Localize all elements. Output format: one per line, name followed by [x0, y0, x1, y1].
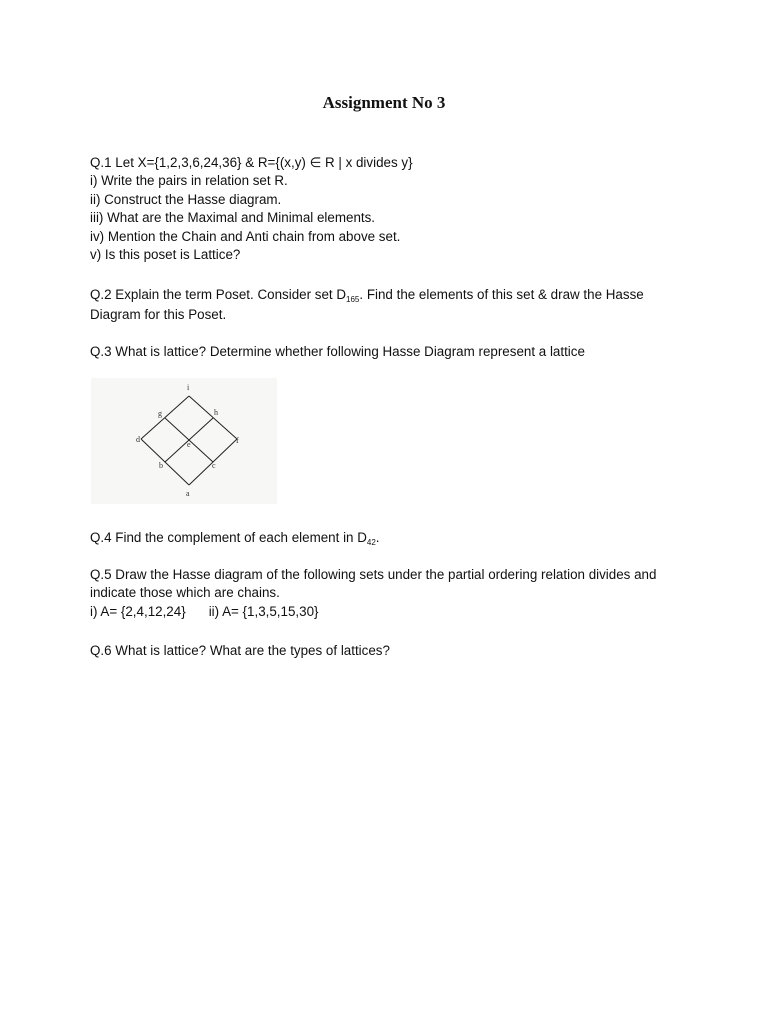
vertex-label-a: a [186, 489, 190, 498]
question-2-text-a: Q.2 Explain the term Poset. Consider set D [90, 287, 347, 302]
question-2 [90, 286, 690, 325]
question-2-subscript: 165 [346, 295, 360, 304]
vertex-label-b: b [159, 461, 163, 470]
question-5-line-1: Q.5 Draw the Hasse diagram of the following sets under the partial ordering relation divides and [90, 567, 657, 582]
vertex-label-d: d [136, 435, 140, 444]
vertex-label-f: f [236, 436, 239, 445]
question-5-part-1: i) A= {2,4,12,24} [90, 603, 186, 619]
question-1-intro: Q.1 Let X={1,2,3,6,24,36} & R={(x,y) ∈ R | x divides y} [90, 155, 413, 170]
vertex-label-g: g [158, 409, 162, 418]
diagram-background [91, 378, 277, 504]
question-4 [90, 529, 690, 549]
question-5-line-2: indicate those which are chains. [90, 585, 280, 601]
question-5 [90, 566, 690, 621]
page-title: Assignment No 3 [322, 93, 446, 112]
question-6 [90, 642, 690, 660]
vertex-label-c: c [212, 461, 216, 470]
hasse-diagram-figure [91, 378, 277, 504]
question-1-item: v) Is this poset is Lattice? [90, 247, 241, 263]
question-2-line-1 [90, 286, 690, 306]
question-3 [90, 343, 690, 361]
question-1-item: ii) Construct the Hasse diagram. [90, 191, 282, 207]
question-4-line [90, 529, 690, 549]
question-4-text-b: . [375, 530, 380, 545]
question-5-parts [90, 603, 690, 621]
question-4-text-a: Q.4 Find the complement of each element in D [90, 530, 367, 545]
question-1-item: iv) Mention the Chain and Anti chain from above set. [90, 228, 401, 244]
question-1-item: i) Write the pairs in relation set R. [90, 173, 288, 189]
vertex-label-h: h [214, 408, 218, 417]
question-1-item: iii) What are the Maximal and Minimal elements. [90, 210, 376, 226]
question-4-subscript: 42 [366, 538, 376, 547]
question-1 [90, 154, 690, 264]
vertex-label-i: i [187, 383, 190, 392]
question-3-text: Q.3 What is lattice? Determine whether following Hasse Diagram represent a lattice [90, 344, 585, 359]
question-5-part-2: ii) A= {1,3,5,15,30} [208, 603, 319, 619]
question-6-text: Q.6 What is lattice? What are the types of lattices? [90, 643, 390, 658]
question-2-line-2: Diagram for this Poset. [90, 307, 227, 323]
vertex-label-e: e [187, 440, 191, 449]
hasse-diagram [91, 378, 277, 504]
question-2-text-b: . Find the elements of this set & draw the Hasse [359, 287, 644, 302]
